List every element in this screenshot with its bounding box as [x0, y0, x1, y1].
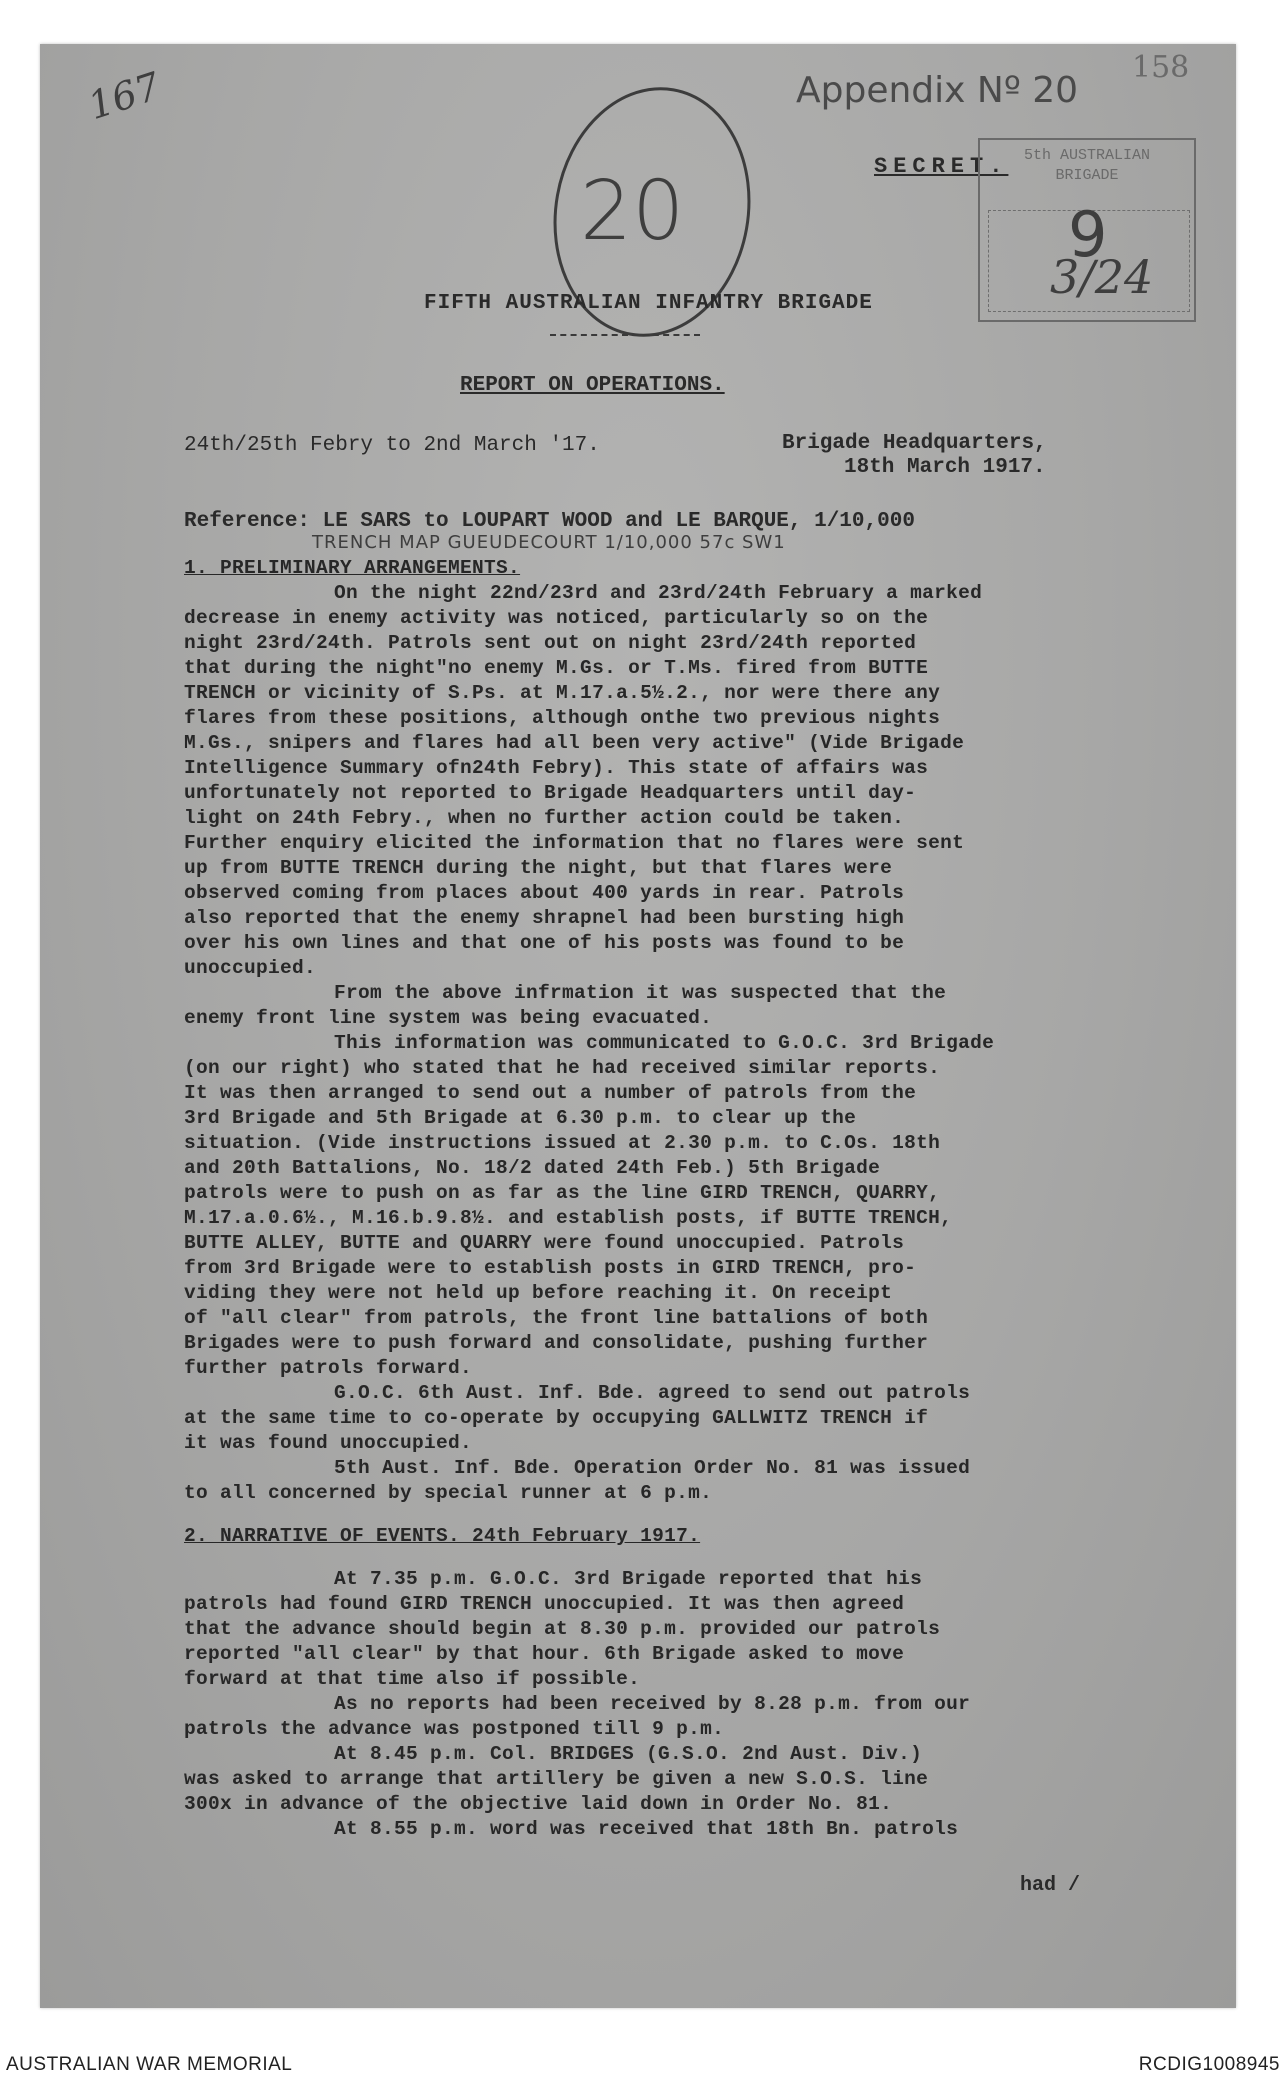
footer-right: RCDIG1008945	[1138, 2054, 1280, 2075]
report-line: further patrols forward.	[184, 1357, 473, 1379]
report-line: unfortunately not reported to Brigade Headquarters until day-	[184, 782, 917, 804]
stamp-unit: 5th AUSTRALIAN BRIGADE	[1023, 147, 1151, 184]
report-line: (on our right) who stated that he had received similar reports.	[184, 1057, 941, 1079]
report-line: flares from these positions, although onthe two previous nights	[184, 707, 941, 729]
report-line: 3rd Brigade and 5th Brigade at 6.30 p.m. to clear up the	[184, 1107, 857, 1129]
circled-number: 20	[580, 164, 685, 259]
report-line: Brigades were to push forward and consolidate, pushing further	[184, 1332, 929, 1354]
report-line: G.O.C. 6th Aust. Inf. Bde. agreed to send out patrols	[334, 1382, 971, 1404]
classification-label: SECRET.	[874, 154, 1009, 179]
report-line: M.17.a.0.6½., M.16.b.9.8½. and establish posts, if BUTTE TRENCH,	[184, 1207, 953, 1229]
report-line: from 3rd Brigade were to establish posts in GIRD TRENCH, pro-	[184, 1257, 917, 1279]
reference-line: Reference: LE SARS to LOUPART WOOD and LE BARQUE, 1/10,000	[184, 510, 915, 533]
report-line: At 8.45 p.m. Col. BRIDGES (G.S.O. 2nd Aust. Div.)	[334, 1743, 923, 1765]
report-line: reported "all clear" by that hour. 6th Brigade asked to move	[184, 1643, 905, 1665]
catchword: had /	[1020, 1874, 1081, 1897]
report-line: was asked to arrange that artillery be given a new S.O.S. line	[184, 1768, 929, 1790]
report-line: 5th Aust. Inf. Bde. Operation Order No. 81 was issued	[334, 1457, 971, 1479]
report-line: up from BUTTE TRENCH during the night, but that flares were	[184, 857, 893, 879]
report-line: BUTTE ALLEY, BUTTE and QUARRY were found unoccupied. Patrols	[184, 1232, 905, 1254]
document-subtitle: REPORT ON OPERATIONS.	[460, 374, 725, 397]
folio-number-left: 167	[82, 63, 166, 129]
folio-number-right: 158	[1132, 50, 1190, 85]
report-line: It was then arranged to send out a number of patrols from the	[184, 1082, 917, 1104]
report-line: From the above infrmation it was suspected that the	[334, 982, 947, 1004]
report-line: 1. PRELIMINARY ARRANGEMENTS.	[184, 557, 521, 579]
report-line: patrols had found GIRD TRENCH unoccupied. It was then agreed	[184, 1593, 905, 1615]
report-line: As no reports had been received by 8.28 p.m. from our	[334, 1693, 971, 1715]
report-line: of "all clear" from patrols, the front line battalions of both	[184, 1307, 929, 1329]
document-sheet	[40, 44, 1236, 2008]
report-line: M.Gs., snipers and flares had all been very active" (Vide Brigade	[184, 732, 965, 754]
report-line: it was found unoccupied.	[184, 1432, 473, 1454]
report-line: At 7.35 p.m. G.O.C. 3rd Brigade reported that his	[334, 1568, 923, 1590]
report-line: At 8.55 p.m. word was received that 18th Bn. patrols	[334, 1818, 959, 1840]
hq-line-1: Brigade Headquarters,	[782, 432, 1047, 455]
report-line: situation. (Vide instructions issued at 2.30 p.m. to C.Os. 18th	[184, 1132, 941, 1154]
report-line: 300x in advance of the objective laid down in Order No. 81.	[184, 1793, 893, 1815]
report-line: night 23rd/24th. Patrols sent out on night 23rd/24th reported	[184, 632, 917, 654]
report-line: 2. NARRATIVE OF EVENTS. 24th February 1917.	[184, 1525, 701, 1547]
report-line	[184, 1549, 1164, 1567]
report-line: at the same time to co-operate by occupying GALLWITZ TRENCH if	[184, 1407, 929, 1429]
report-line: patrols were to push on as far as the line GIRD TRENCH, QUARRY,	[184, 1182, 941, 1204]
report-line: light on 24th Febry., when no further action could be taken.	[184, 807, 905, 829]
receipt-stamp	[978, 138, 1196, 322]
report-line: unoccupied.	[184, 957, 317, 979]
report-line: Further enquiry elicited the information that no flares were sent	[184, 832, 965, 854]
report-line: enemy front line system was being evacuated.	[184, 1007, 713, 1029]
report-body	[184, 556, 1164, 1842]
report-line: This information was communicated to G.O.C. 3rd Brigade	[334, 1032, 995, 1054]
report-line: also reported that the enemy shrapnel had been bursting high	[184, 907, 905, 929]
report-line: observed coming from places about 400 yards in rear. Patrols	[184, 882, 905, 904]
report-line: and 20th Battalions, No. 18/2 dated 24th Feb.) 5th Brigade	[184, 1157, 881, 1179]
report-line: TRENCH or vicinity of S.Ps. at M.17.a.5½.2., nor were there any	[184, 682, 941, 704]
report-line: that the advance should begin at 8.30 p.m. provided our patrols	[184, 1618, 941, 1640]
footer-left: AUSTRALIAN WAR MEMORIAL	[6, 2054, 293, 2075]
report-line: On the night 22nd/23rd and 23rd/24th February a marked	[334, 582, 983, 604]
report-line: forward at that time also if possible.	[184, 1668, 641, 1690]
report-line: patrols the advance was postponed till 9 p.m.	[184, 1718, 725, 1740]
report-line: over his own lines and that one of his posts was found to be	[184, 932, 905, 954]
report-line: that during the night"no enemy M.Gs. or T.Ms. fired from BUTTE	[184, 657, 929, 679]
stamp-number: 9	[1068, 198, 1108, 271]
date-range: 24th/25th Febry to 2nd March '17.	[184, 434, 600, 457]
appendix-label: Appendix Nº 20	[796, 70, 1079, 111]
report-line: to all concerned by special runner at 6 p.m.	[184, 1482, 713, 1504]
report-line: Intelligence Summary ofn24th Febry). This state of affairs was	[184, 757, 929, 779]
reference-handwritten: TRENCH MAP GUEUDECOURT 1/10,000 57c SW1	[312, 532, 786, 553]
stamp-date: 3/24	[1050, 250, 1154, 304]
title-rule	[550, 334, 700, 336]
report-line	[184, 1506, 1164, 1524]
hq-line-2: 18th March 1917.	[844, 456, 1046, 479]
report-line: viding they were not held up before reaching it. On receipt	[184, 1282, 893, 1304]
document-title: FIFTH AUSTRALIAN INFANTRY BRIGADE	[424, 292, 873, 315]
report-line: decrease in enemy activity was noticed, particularly so on the	[184, 607, 929, 629]
